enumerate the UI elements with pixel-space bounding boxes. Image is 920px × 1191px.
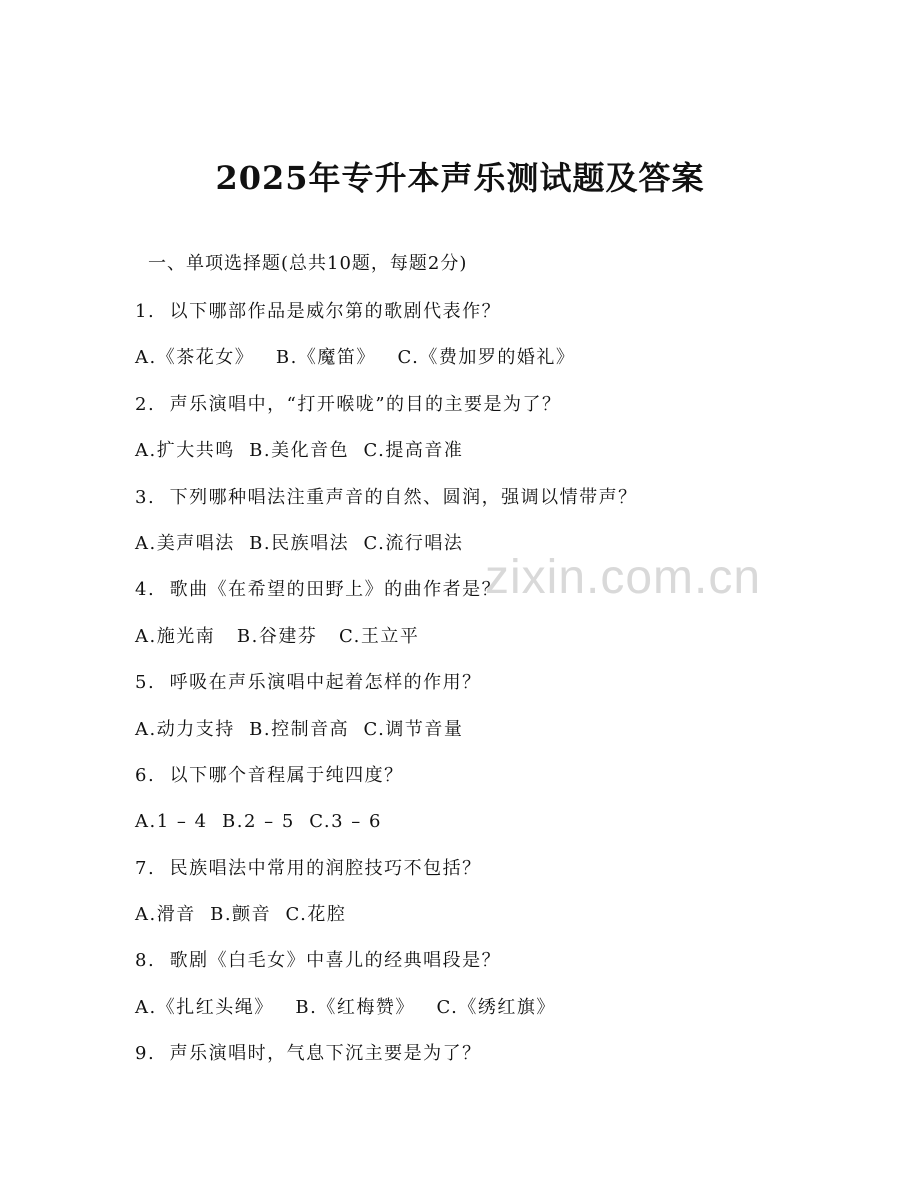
question-list (135, 296, 835, 1085)
section-heading: 一、单项选择题(总共10题，每题2分) (148, 253, 468, 274)
question-2: 2. 声乐演唱中，“打开喉咙”的目的主要是为了？ (135, 393, 562, 415)
question-6: 6. 以下哪个音程属于纯四度？ (135, 764, 404, 786)
question-5: 5. 呼吸在声乐演唱中起着怎样的作用？ (135, 672, 482, 694)
options-8: A.《扎红头绳》 B.《红梅赞》 C.《绣红旗》 (135, 996, 556, 1018)
question-4: 4. 歌曲《在希望的田野上》的曲作者是？ (135, 579, 502, 601)
options-6: A.1 – 4 B.2 – 5 C.3 – 6 (135, 811, 382, 833)
question-8: 8. 歌剧《白毛女》中喜儿的经典唱段是？ (135, 950, 502, 972)
options-5: A.动力支持 B.控制音高 C.调节音量 (135, 718, 464, 740)
question-3: 3. 下列哪种唱法注重声音的自然、圆润，强调以情带声？ (135, 486, 638, 508)
options-4: A.施光南 B.谷建芬 C.王立平 (135, 625, 420, 647)
question-7: 7. 民族唱法中常用的润腔技巧不包括？ (135, 857, 482, 879)
question-1: 1. 以下哪部作品是威尔第的歌剧代表作？ (135, 301, 502, 322)
page-title: 2025年专升本声乐测试题及答案 (215, 159, 705, 197)
options-1: A.《茶花女》 B.《魔笛》 C.《费加罗的婚礼》 (135, 347, 576, 369)
options-2: A.扩大共鸣 B.美化音色 C.提高音准 (135, 440, 464, 462)
options-7: A.滑音 B.颤音 C.花腔 (135, 904, 347, 926)
watermark: zixin.com.cn (485, 551, 762, 604)
options-3: A.美声唱法 B.民族唱法 C.流行唱法 (135, 532, 464, 554)
question-9: 9. 声乐演唱时，气息下沉主要是为了？ (135, 1043, 482, 1065)
